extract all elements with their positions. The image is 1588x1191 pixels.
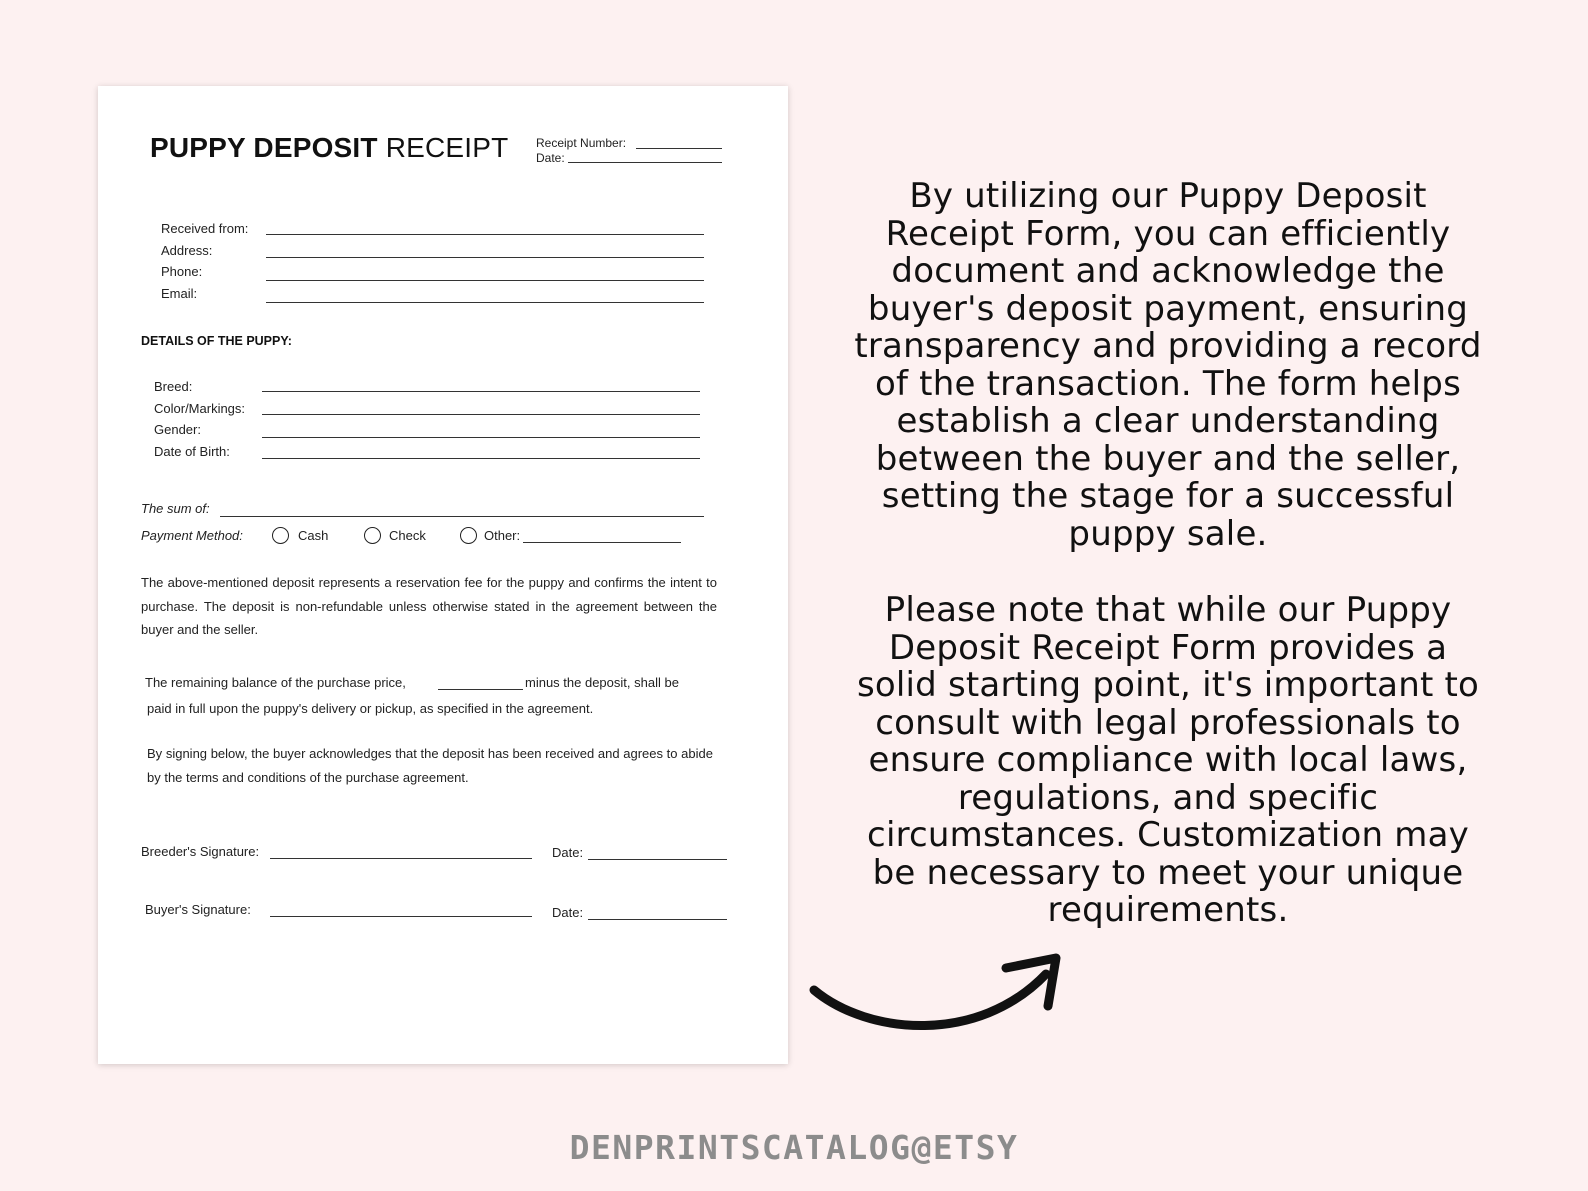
cash-option-label: Cash [298, 528, 329, 543]
buyer-signature-label: Buyer's Signature: [145, 902, 251, 917]
breed-field[interactable] [262, 391, 700, 392]
phone-field[interactable] [266, 280, 704, 281]
deposit-terms-paragraph: The above-mentioned deposit represents a reservation fee for the puppy and confirms the intent to purchase. The deposit is non-refundable unless otherwise stated in the agreement between the buyer and the seller. [141, 575, 717, 637]
description-line: requirements. [1047, 890, 1289, 930]
received-from-label: Received from: [161, 221, 249, 236]
description-line: consult with legal professionals to [875, 702, 1461, 743]
breed-label: Breed: [154, 379, 193, 394]
other-option-label: Other: [484, 528, 521, 543]
description-line: transparency and providing a record [854, 326, 1482, 366]
description-line: ensure compliance with local laws, [868, 740, 1468, 780]
balance-text-part1: The remaining balance of the purchase price, [145, 675, 406, 690]
description-line: puppy sale. [1068, 513, 1268, 554]
receipt-date-field[interactable] [568, 162, 722, 163]
received-from-field[interactable] [266, 234, 704, 235]
form-title-bold: PUPPY DEPOSIT [150, 132, 378, 163]
breeder-signature-label: Breeder's Signature: [141, 844, 260, 859]
description-line: circumstances. Customization may [867, 815, 1469, 855]
breeder-date-label: Date: [552, 845, 584, 860]
buyer-date-label: Date: [552, 905, 584, 920]
form-title-regular: RECEIPT [385, 132, 509, 163]
other-field[interactable] [523, 542, 681, 543]
form-title [150, 132, 508, 164]
description-line: Deposit Receipt Form provides a [888, 627, 1448, 668]
receipt-number-label: Receipt Number: [536, 136, 627, 150]
color-markings-label: Color/Markings: [154, 401, 246, 416]
details-heading: DETAILS OF THE PUPPY: [141, 334, 292, 348]
payment-method-label: Payment Method: [141, 528, 243, 543]
gender-label: Gender: [154, 422, 201, 437]
description-line: solid starting point, it's important to [856, 665, 1480, 705]
sum-label: The sum of: [141, 501, 210, 516]
sum-field[interactable] [220, 516, 704, 517]
balance-text-line2: paid in full upon the puppy's delivery or pickup, as specified in the agreement. [147, 701, 594, 716]
description-line: setting the stage for a successful [881, 476, 1455, 516]
receipt-date-label: Date: [536, 151, 565, 165]
description-paragraph-2 [818, 592, 1518, 930]
receipt-number-field[interactable] [636, 148, 722, 149]
color-markings-field[interactable] [262, 414, 700, 415]
buyer-date-field[interactable] [588, 919, 727, 920]
description-line: of the transaction. The form helps [875, 363, 1461, 404]
curved-arrow-icon [808, 950, 1078, 1050]
receipt-form-document [98, 86, 788, 1064]
breeder-date-field[interactable] [588, 859, 727, 860]
description-line: By utilizing our Puppy Deposit [909, 176, 1427, 216]
description-line: buyer's deposit payment, ensuring [867, 288, 1469, 329]
description-line: regulations, and specific [957, 777, 1379, 818]
check-option-label: Check [389, 528, 426, 543]
email-field[interactable] [266, 302, 704, 303]
description-line: document and acknowledge the [891, 251, 1445, 291]
shop-footer: DENPRINTSCATALOG@ETSY [569, 1128, 1019, 1167]
description-line: be necessary to meet your unique [872, 852, 1464, 893]
address-field[interactable] [266, 257, 704, 258]
acknowledgement-paragraph: By signing below, the buyer acknowledges that the deposit has been received and agrees to abide by the terms and conditions of the purchase agreement. [147, 746, 713, 785]
description-line: Please note that while our Puppy [884, 590, 1452, 630]
check-radio[interactable] [364, 527, 381, 544]
date-of-birth-label: Date of Birth: [154, 444, 230, 459]
breeder-signature-field[interactable] [270, 858, 532, 859]
phone-label: Phone: [161, 264, 203, 279]
cash-radio[interactable] [272, 527, 289, 544]
purchase-price-field[interactable] [438, 689, 523, 690]
email-label: Email: [161, 286, 198, 301]
gender-field[interactable] [262, 437, 700, 438]
description-line: establish a clear understanding [896, 401, 1440, 441]
balance-text-part2: minus the deposit, shall be [525, 675, 679, 690]
description-line: Receipt Form, you can efficiently [885, 213, 1451, 254]
description-line: between the buyer and the seller, [875, 438, 1461, 479]
description-paragraph-1 [818, 178, 1518, 553]
date-of-birth-field[interactable] [262, 458, 700, 459]
address-label: Address: [161, 243, 213, 258]
buyer-signature-field[interactable] [270, 916, 532, 917]
other-radio[interactable] [460, 527, 477, 544]
